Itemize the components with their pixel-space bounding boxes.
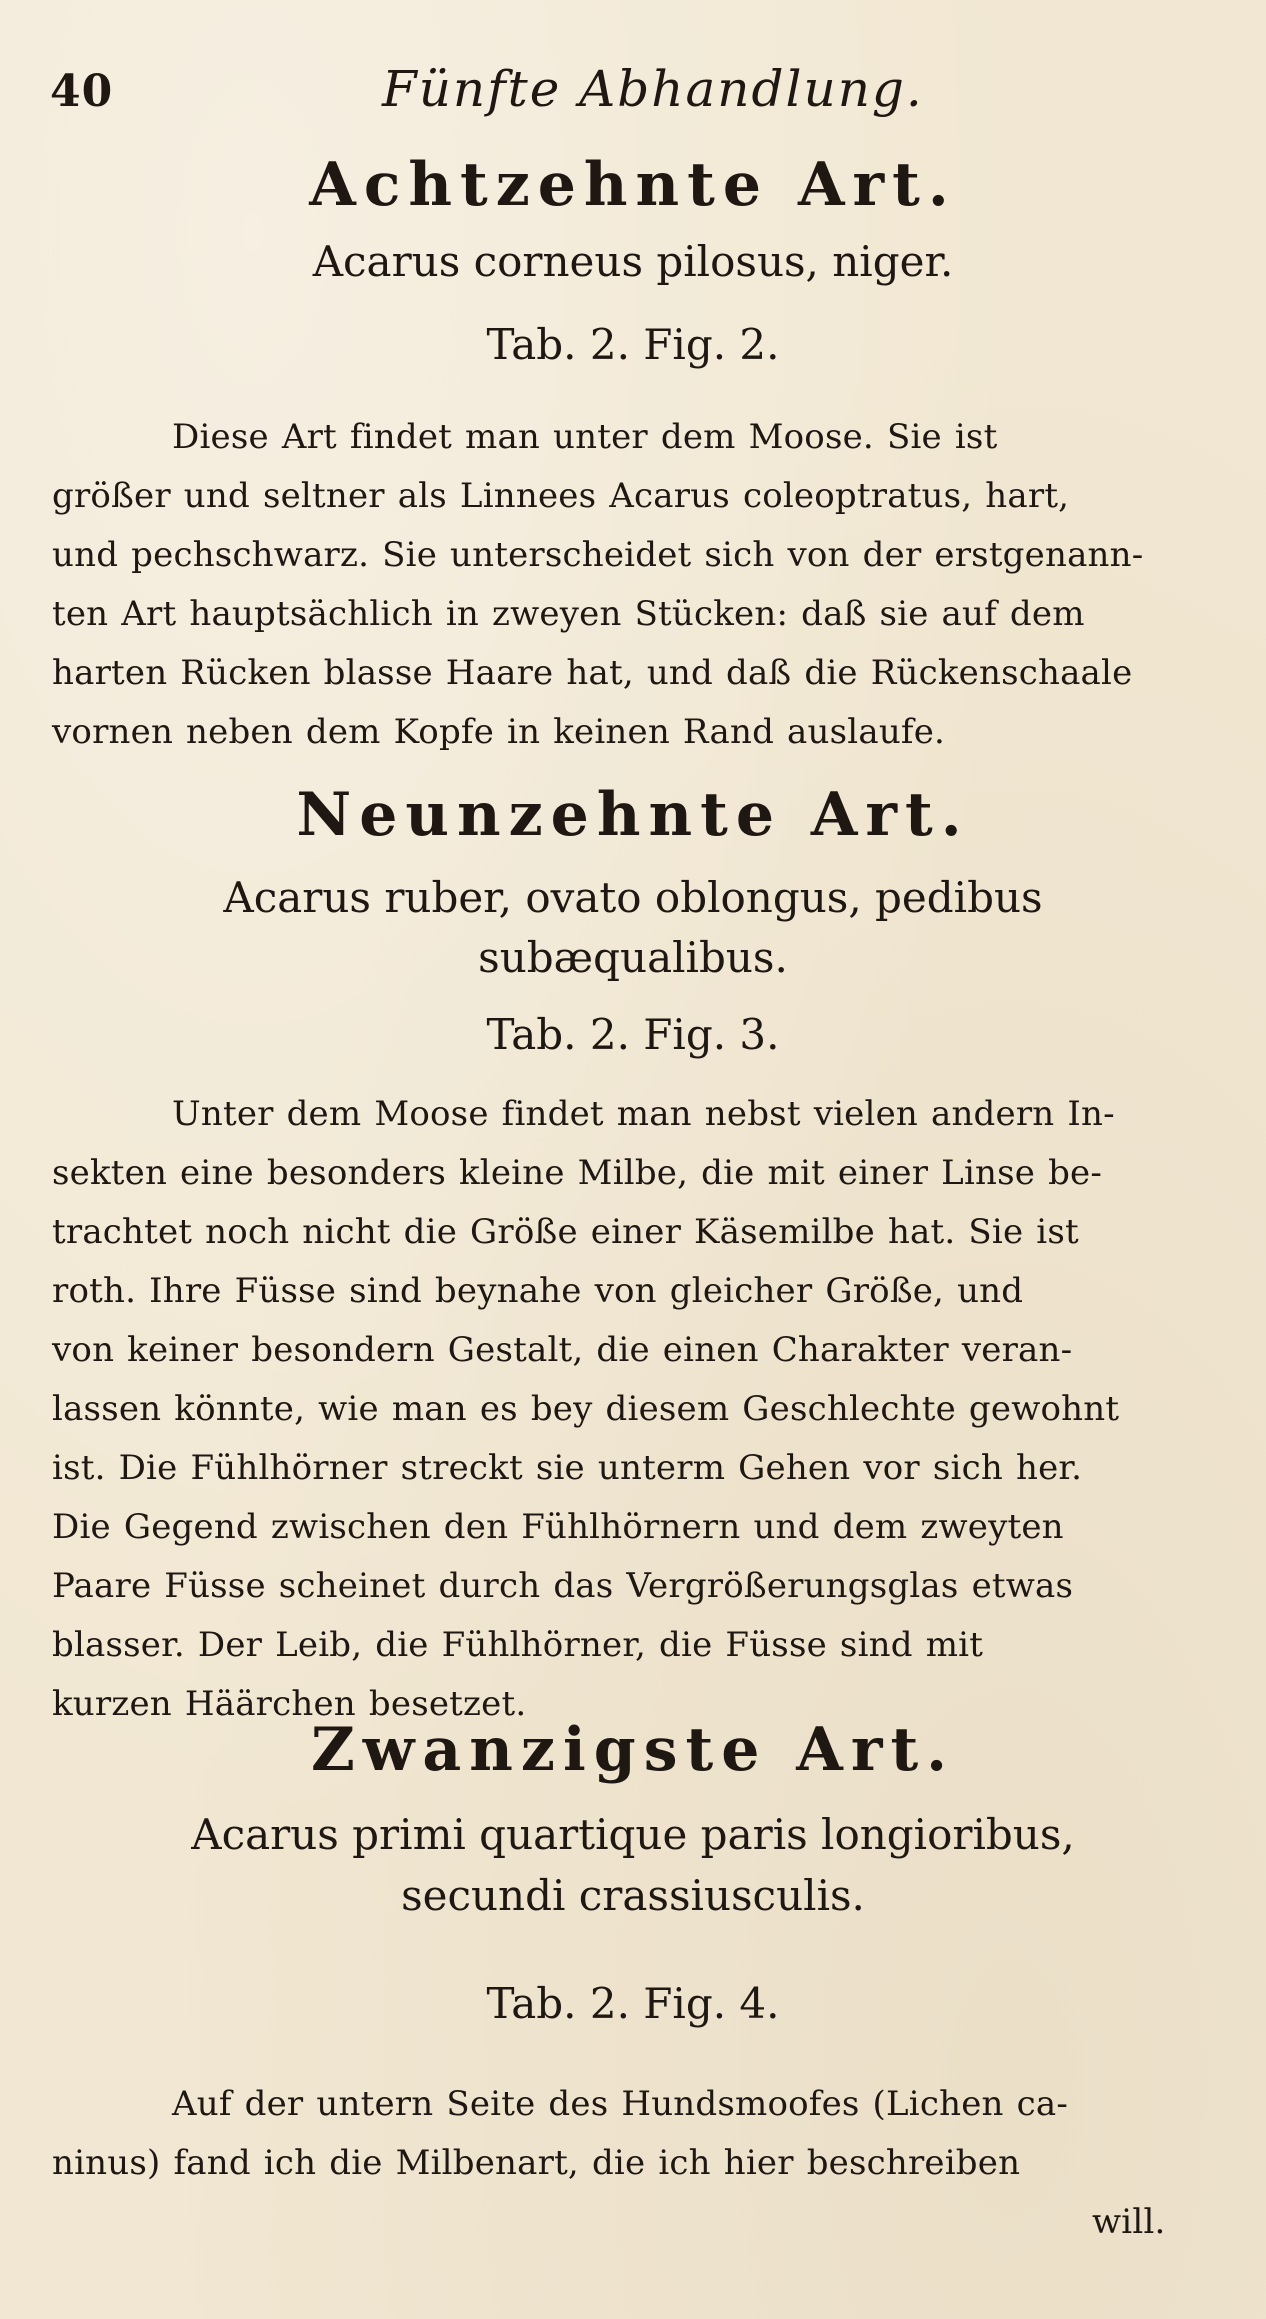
latin-name-line: Acarus primi quartique paris longioribus, [191,1810,1075,1859]
section-heading-neunzehnte: Neunzehnte Art. [296,780,970,850]
body-line: trachtet noch nicht die Größe einer Käsemilbe hat. Sie ist [52,1212,1079,1252]
body-line: Die Gegend zwischen den Fühlhörnern und dem zweyten [52,1507,1064,1547]
body-line: lassen könnte, wie man es bey diesem Geschlechte gewohnt [52,1389,1120,1429]
body-line: vornen neben dem Kopfe in keinen Rand auslaufe. [52,712,946,752]
section-heading-achtzehnte: Achtzehnte Art. [309,150,957,220]
body-line: roth. Ihre Füsse sind beynahe von gleicher Größe, und [52,1271,1024,1311]
body-line: Unter dem Moose findet man nebst vielen andern In- [172,1094,1115,1134]
body-line: größer und seltner als Linnees Acarus coleoptratus, hart, [52,476,1070,516]
table-figure-reference: Tab. 2. Fig. 3. [486,1010,780,1059]
body-line: Paare Füsse scheinet durch das Vergrößerungsglas etwas [52,1566,1074,1606]
section-heading-zwanzigste: Zwanzigste Art. [310,1715,956,1785]
body-line: kurzen Häärchen besetzet. [52,1684,527,1724]
latin-name-line: Acarus ruber, ovato oblongus, pedibus [223,873,1043,922]
section-body [52,2075,1232,2252]
page-number: 40 [50,66,114,117]
section-body [52,408,1232,762]
latin-name-line: subæqualibus. [478,933,788,982]
body-line: will. [1092,2202,1166,2242]
body-line: sekten eine besonders kleine Milbe, die mit einer Linse be- [52,1153,1103,1193]
latin-name-line: secundi crassiusculis. [401,1871,865,1920]
table-figure-reference: Tab. 2. Fig. 2. [486,320,780,369]
body-line: ten Art hauptsächlich in zweyen Stücken: daß sie auf dem [52,594,1085,634]
latin-name-line: Acarus corneus pilosus, niger. [312,237,954,286]
body-line: harten Rücken blasse Haare hat, und daß die Rückenschaale [52,653,1133,693]
body-line: und pechschwarz. Sie unterscheidet sich von der erstgenann- [52,535,1144,575]
body-line: Auf der untern Seite des Hundsmoofes (Lichen ca- [172,2084,1069,2124]
body-line: ist. Die Fühlhörner streckt sie unterm Gehen vor sich her. [52,1448,1083,1488]
body-line: ninus) fand ich die Milbenart, die ich hier beschreiben [52,2143,1021,2183]
running-head [50,48,1230,128]
running-title: Fünfte Abhandlung. [382,60,924,118]
section-body [52,1085,1232,1734]
body-line: blasser. Der Leib, die Fühlhörner, die Füsse sind mit [52,1625,984,1665]
body-line: Diese Art findet man unter dem Moose. Sie ist [172,417,998,457]
body-line: von keiner besondern Gestalt, die einen Charakter veran- [52,1330,1073,1370]
table-figure-reference: Tab. 2. Fig. 4. [486,1979,780,2028]
